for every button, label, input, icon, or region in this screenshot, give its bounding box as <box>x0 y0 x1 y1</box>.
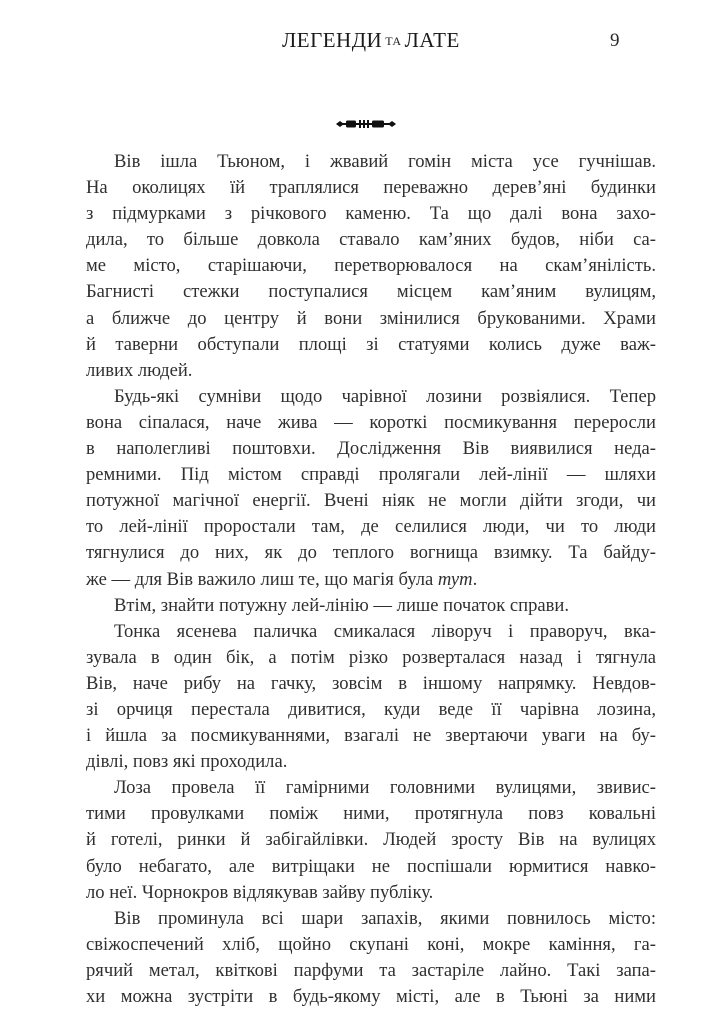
text-line: тими провулками поміж ними, протягнула повз ковальні <box>86 803 656 825</box>
text-line: хи можна зустріти в будь-якому місті, але в Тьюні за ними <box>86 986 656 1007</box>
running-head-title <box>282 28 460 53</box>
text-line: Багнисті стежки поступалися місцем кам’яним вулицям, <box>86 281 656 303</box>
body-text <box>86 149 656 1010</box>
text-line: дила, то більше довкола ставало кам’яних будов, ніби са- <box>86 229 656 251</box>
text-line: свіжоспечений хліб, щойно скупані коні, мокре каміння, га- <box>86 933 656 955</box>
text-line: і йшла за посмикуваннями, взагалі не звертаючи уваги на бу- <box>86 725 656 747</box>
text-line: На околицях їй траплялися переважно дерев’яні будинки <box>86 177 656 199</box>
text-line: ме місто, старішаючи, перетворювалося на скам’янілість. <box>86 255 656 277</box>
text-line: й готелі, ринки й забігайлівки. Людей зросту Вів на вулицях <box>86 829 656 851</box>
text-line: дівлі, повз які проходила. <box>86 751 288 773</box>
text-line: було небагато, але витріщаки не поспішали юрмитися навко- <box>86 855 656 877</box>
text-line: а ближче до центру й вони змінилися брукованими. Храми <box>86 307 656 329</box>
paragraph <box>86 775 656 905</box>
text-line: з підмурками з річкового каменю. Та що далі вона захо- <box>86 203 656 225</box>
text-line: Лоза провела її гамірними головними вулицями, звивис- <box>114 777 656 799</box>
text-line: Вів проминула всі шари запахів, якими повнилось місто: <box>114 907 656 929</box>
paragraph <box>86 149 656 384</box>
text-line: Тонка ясенева паличка смикалася ліворуч і праворуч, вка- <box>114 620 656 642</box>
text-line: же — для Вів важило лиш те, що магія була тут. <box>86 568 478 590</box>
title-conjunction: ТА <box>385 34 402 48</box>
text-line: ло неї. Чорнокров відлякував зайву публіку. <box>86 881 434 903</box>
text-line: то лей-лінії проростали там, де селилися люди, чи то люди <box>86 516 656 538</box>
text-line: ремними. Під містом справді пролягали лей-лінії — шляхи <box>86 464 656 486</box>
text-line: ливих людей. <box>86 359 193 381</box>
text-line: зувала в один бік, а потім різко розверталася назад і тягнула <box>86 646 656 668</box>
text-line: Втім, знайти потужну лей-лінію — лише початок справи. <box>114 594 570 616</box>
text-line: вона сіпалася, наче жива — короткі посмикування переросли <box>86 411 656 433</box>
text-line: Будь-які сумніви щодо чарівної лозини розвіялися. Тепер <box>114 385 656 407</box>
paragraph <box>86 906 656 1010</box>
text-line: Вів ішла Тьюном, і жвавий гомін міста усе гучнішав. <box>114 151 656 172</box>
text-line: зі орчиця перестала дивитися, куди веде її чарівна лозина, <box>86 698 656 720</box>
text-line: рячий метал, квіткові парфуми та застаріле лайно. Такі запа- <box>86 959 656 981</box>
text-line: й таверни обступали площі зі статуями колись дуже важ- <box>86 333 656 355</box>
text-line: потужної магічної енергії. Вчені ніяк не могли дійти згоди, чи <box>86 490 656 512</box>
trailing-punctuation: . <box>472 568 478 590</box>
paragraph <box>86 384 656 593</box>
paragraph <box>86 593 656 619</box>
section-break-ornament-icon <box>336 118 396 130</box>
text-line: Вів, наче рибу на гачку, зовсім в іншому напрямку. Невдов- <box>86 672 656 694</box>
text-line: тягнулися до них, як до теплого вогнища взимку. Та байду- <box>86 542 656 564</box>
emphasized-word: тут <box>437 568 473 590</box>
text-line: в наполегливі поштовхи. Дослідження Вів виявилися неда- <box>86 438 656 460</box>
page-number: 9 <box>610 30 620 51</box>
title-part-2: ЛАТЕ <box>404 28 460 52</box>
paragraph <box>86 619 656 776</box>
title-part-1: ЛЕГЕНДИ <box>282 28 383 52</box>
